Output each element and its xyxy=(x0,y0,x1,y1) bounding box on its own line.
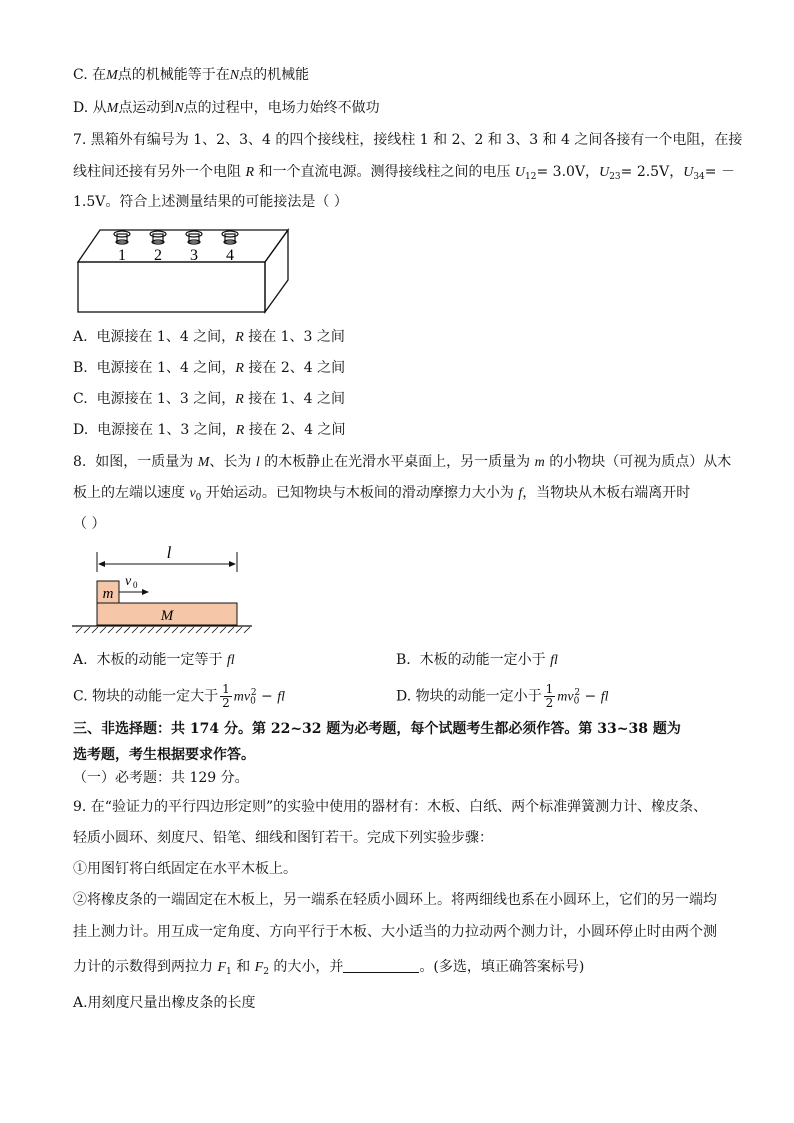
q8-option-b: B. 木板的动能一定小于 fl xyxy=(396,652,558,668)
terminal-4-icon xyxy=(222,231,238,244)
terminal-label-4: 4 xyxy=(226,247,234,264)
q7-text-line2: 线柱间还接有另外一个电阻 R 和一个直流电源。测得接线柱之间的电压 $U_{12}= 3.0V$，$U_{23}= 2.5V$，$U_{34}=$ － xyxy=(73,164,735,182)
q9-step2-line1: ②将橡皮条的一端固定在木板上，另一端系在轻质小圆环上。将两细线也系在小圆环上，它们的另一端均 xyxy=(73,892,717,908)
q7-option-b: B. 电源接在 1、4 之间，R 接在 2、4 之间 xyxy=(73,360,346,376)
terminal-3-icon xyxy=(186,231,202,244)
terminal-label-1: 1 xyxy=(118,247,126,264)
section3-heading-line2: 选考题，考生根据要求作答。 xyxy=(73,747,255,763)
q7-text-line3: 1.5V。符合上述测量结果的可能接法是（ ） xyxy=(73,194,348,210)
terminal-1-icon xyxy=(114,231,130,244)
block-label: m xyxy=(102,586,114,602)
terminal-label-3: 3 xyxy=(190,247,198,264)
q8-text-line2: 板上的左端以速度 $v_0$ 开始运动。已知物块与木板间的滑动摩擦力大小为 f，当物块从木板右端离开时 xyxy=(73,485,691,503)
section3-subheading: （一）必考题：共 129 分。 xyxy=(73,770,249,786)
board-label: M xyxy=(160,608,174,624)
length-label: l xyxy=(166,543,172,562)
section3-heading-line1: 三、非选择题：共 174 分。第 22~32 题为必考题，每个试题考生都必须作答。第 33~38 题为 xyxy=(73,721,681,737)
answer-blank[interactable] xyxy=(343,958,419,973)
q8-option-a: A. 木板的动能一定等于 fl xyxy=(73,652,235,668)
velocity-label: v xyxy=(125,574,132,589)
black-box-figure xyxy=(72,222,302,318)
q7-text-line1: 7. 黑箱外有编号为 1、2、3、4 的四个接线柱，接线柱 1 和 2、2 和 3、3 和 4 之间各接有一个电阻，在接 xyxy=(73,132,743,148)
q9-step2-line2: 挂上测力计。用互成一定角度、方向平行于木板、大小适当的力拉动两个测力计，小圆环停止时由两个测 xyxy=(73,924,717,940)
terminal-2-icon xyxy=(150,231,166,244)
q8-text-line1: 8. 如图，一质量为 M、长为 l 的木板静止在光滑水平桌面上，另一质量为 m 的小物块（可视为质点）从木 xyxy=(73,454,732,470)
option-c-prev: C. 在M点的机械能等于在N点的机械能 xyxy=(73,67,310,83)
svg-text:0: 0 xyxy=(133,580,138,590)
terminal-label-2: 2 xyxy=(154,247,162,264)
q8-option-c: C. 物块的动能一定大于 $\frac{1}{2}$ $mv_0^2$ − fl xyxy=(73,682,285,711)
q9-text-line1: 9. 在“验证力的平行四边形定则”的实验中使用的器材有：木板、白纸、两个标准弹簧测力计、橡皮条、 xyxy=(73,799,708,815)
q7-option-d: D. 电源接在 1、3 之间，R 接在 2、4 之间 xyxy=(73,422,346,438)
board-figure xyxy=(72,542,254,636)
q9-option-a: A.用刻度尺量出橡皮条的长度 xyxy=(73,995,256,1011)
q8-option-d: D. 物块的动能一定小于 $\frac{1}{2}$ $mv_0^2$ − fl xyxy=(396,682,609,711)
q7-option-a: A. 电源接在 1、4 之间，R 接在 1、3 之间 xyxy=(73,329,345,345)
q9-step2-line3: 力计的示数得到两拉力 $F_1$ 和 $F_2$ 的大小，并 。(多选，填正确答案标号) xyxy=(73,959,585,977)
q9-step1: ①用图钉将白纸固定在水平木板上。 xyxy=(73,861,297,877)
q9-text-line2: 轻质小圆环、刻度尺、铅笔、细线和图钉若干。完成下列实验步骤： xyxy=(73,830,493,846)
option-d-prev: D. 从M点运动到N点的过程中，电场力始终不做功 xyxy=(73,100,380,116)
q7-option-c: C. 电源接在 1、3 之间，R 接在 1、4 之间 xyxy=(73,391,346,407)
q8-text-line3: （ ） xyxy=(73,516,106,532)
